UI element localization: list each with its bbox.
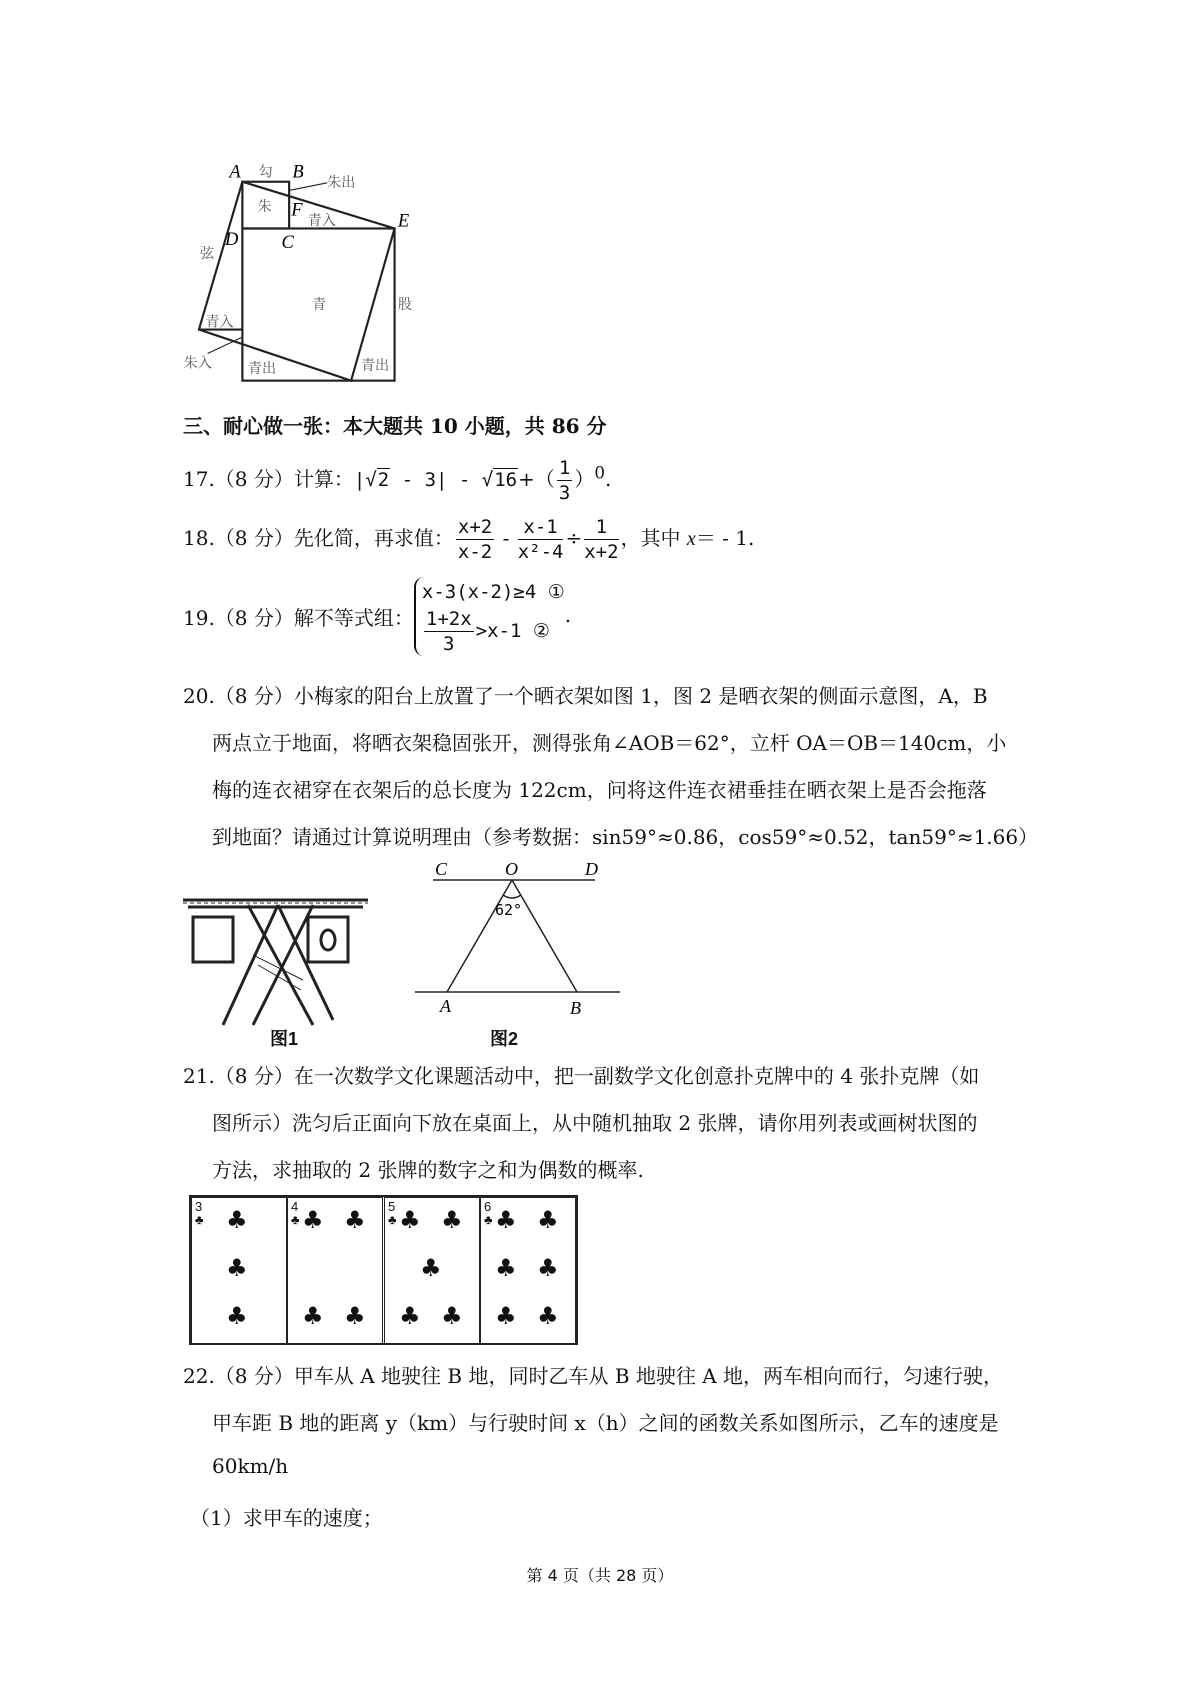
page-footer: 第 4 页（共 28 页） — [526, 1566, 674, 1585]
question-17: 17.（8 分）计算：|√2 - 3| - √16+（ $\frac{1}{3}$ ）$^0$. — [183, 457, 612, 504]
q20-line-2: 两点立于地面，将晒衣架稳固张开，测得张角∠AOB＝62°，立杆 OA＝OB＝140cm，小 — [212, 731, 1007, 755]
q18-tail: ，其中 — [620, 526, 687, 550]
club-icon: ♣ — [399, 1302, 421, 1330]
playing-cards — [189, 1195, 578, 1345]
fraction-2: $\frac{x-1}{\text{x²-4}}$ — [517, 516, 564, 563]
inequality-1: x-3(x-2)≥4 ① — [421, 581, 565, 603]
club-icon: ♣ — [302, 1206, 324, 1234]
q17-expr: - 3| - — [390, 469, 482, 491]
q19-number: 19.（8 分）解不等式组： — [183, 606, 414, 630]
card-5: 5 ♣ ♣ ♣ ♣ ♣ ♣ — [384, 1197, 480, 1345]
club-icon: ♣ — [420, 1254, 442, 1282]
club-icon: ♣ — [495, 1206, 517, 1234]
q20-line-3: 梅的连衣裙穿在衣架后的总长度为 122cm，问将这件连衣裙垂挂在晒衣架上是否会拖落 — [212, 778, 987, 802]
exponent: 0 — [594, 463, 605, 483]
fraction-3: $\frac{1}{x+2}$ — [584, 516, 619, 563]
inequality-2: $\frac{1+2x}{3}$ >x-1 ② — [425, 608, 550, 655]
label-C: C — [281, 232, 294, 253]
text-gou: 勾 — [258, 164, 273, 181]
question-18 — [183, 515, 754, 564]
club-icon: ♣ — [537, 1302, 559, 1330]
label-O: O — [505, 859, 518, 879]
q20-line-1: 20.（8 分）小梅家的阳台上放置了一个晒衣架如图 1，图 2 是晒衣架的侧面示意图，A，B — [183, 684, 988, 708]
q22-subquestion-1: （1）求甲车的速度； — [190, 1506, 383, 1530]
club-icon: ♣ — [344, 1206, 366, 1234]
club-icon: ♣ — [399, 1206, 421, 1234]
abs-bar: | — [353, 469, 366, 491]
q17-number: 17.（8 分）计算： — [183, 467, 354, 491]
q22-line-1: 22.（8 分）甲车从 A 地驶往 B 地，同时乙车从 B 地驶往 A 地，两车相向而行，匀速行驶， — [183, 1364, 1004, 1388]
text-zhuru: 朱入 — [183, 355, 212, 372]
q19-end: . — [564, 603, 572, 627]
sqrt-2: 2 — [377, 469, 390, 491]
sqrt-16: 16 — [494, 469, 518, 491]
club-icon: ♣ — [226, 1254, 248, 1282]
gougu-figure — [175, 150, 425, 395]
q21-line-1: 21.（8 分）在一次数学文化课题活动中，把一副数学文化创意扑克牌中的 4 张扑克牌（如 — [183, 1064, 980, 1088]
club-icon: ♣ — [537, 1254, 559, 1282]
fraction-1: $\frac{x+2}{x-2}$ — [457, 516, 493, 563]
text-zhuchu: 朱出 — [327, 175, 356, 192]
q18-number: 18.（8 分）先化简，再求值： — [183, 526, 454, 550]
text-qingru-2: 青入 — [205, 314, 234, 331]
q22-line-2: 甲车距 B 地的距离 y（km）与行驶时间 x（h）之间的函数关系如图所示，乙车的速度是 — [212, 1411, 999, 1435]
question-19 — [183, 577, 571, 656]
label-B: B — [292, 161, 304, 182]
q21-line-2: 图所示）洗匀后正面向下放在桌面上，从中随机抽取 2 张牌，请你用列表或画树状图的 — [212, 1111, 978, 1135]
label-B: B — [570, 998, 581, 1018]
q17-end: . — [604, 467, 612, 491]
club-icon: ♣ — [495, 1254, 517, 1282]
section-heading: 三、耐心做一张：本大题共 10 小题，共 86 分 — [183, 414, 607, 438]
q22-line-3: 60km/h — [212, 1454, 289, 1478]
inequality-system — [414, 577, 565, 656]
q17-plus: +（ — [518, 467, 555, 491]
rack-side-diagram — [415, 855, 630, 1025]
fraction-one-third: $\frac{1}{3}$ — [558, 457, 571, 504]
divide: ÷ — [565, 526, 583, 550]
card-6: 6 ♣ ♣ ♣ ♣ ♣ ♣ ♣ — [480, 1197, 576, 1345]
card-4: 4 ♣ ♣ ♣ ♣ ♣ — [287, 1197, 383, 1345]
q20-line-4: 到地面？请通过计算说明理由（参考数据：sin59°≈0.86，cos59°≈0.52，tan59°≈1.66） — [212, 825, 1039, 849]
text-qingchu: 青出 — [247, 361, 277, 378]
label-D: D — [225, 228, 239, 249]
club-icon: ♣ — [495, 1302, 517, 1330]
club-icon: ♣ — [441, 1302, 463, 1330]
text-qing: 青 — [311, 296, 327, 313]
q18-condition: ＝ - 1. — [695, 526, 755, 550]
text-gu: 股 — [397, 296, 412, 313]
figure-2-caption: 图2 — [490, 1029, 519, 1049]
label-E: E — [397, 210, 410, 231]
label-A: A — [229, 161, 241, 182]
club-icon: ♣ — [344, 1302, 366, 1330]
card-3: 3 ♣ ♣ ♣ ♣ — [191, 1197, 287, 1345]
text-xian: 弦 — [200, 245, 215, 262]
club-icon: ♣ — [226, 1302, 248, 1330]
q21-line-3: 方法，求抽取的 2 张牌的数字之和为偶数的概率. — [212, 1158, 644, 1182]
text-zhu: 朱 — [257, 199, 272, 216]
label-C: C — [435, 859, 448, 879]
club-icon: ♣ — [302, 1302, 324, 1330]
label-A: A — [440, 996, 451, 1016]
club-icon: ♣ — [537, 1206, 559, 1234]
label-F: F — [291, 199, 303, 220]
minus: - — [496, 526, 516, 550]
text-qingchu-2: 青出 — [360, 357, 390, 374]
club-icon: ♣ — [441, 1206, 463, 1234]
label-D: D — [585, 859, 598, 879]
variable-x: x — [686, 528, 696, 550]
q17-paren: ） — [574, 467, 595, 491]
text-qingru: 青入 — [307, 213, 336, 230]
clothes-rack-photo — [183, 885, 373, 1030]
club-icon: ♣ — [226, 1206, 248, 1234]
angle-label: 62° — [495, 901, 523, 919]
figure-1-caption: 图1 — [270, 1029, 299, 1049]
